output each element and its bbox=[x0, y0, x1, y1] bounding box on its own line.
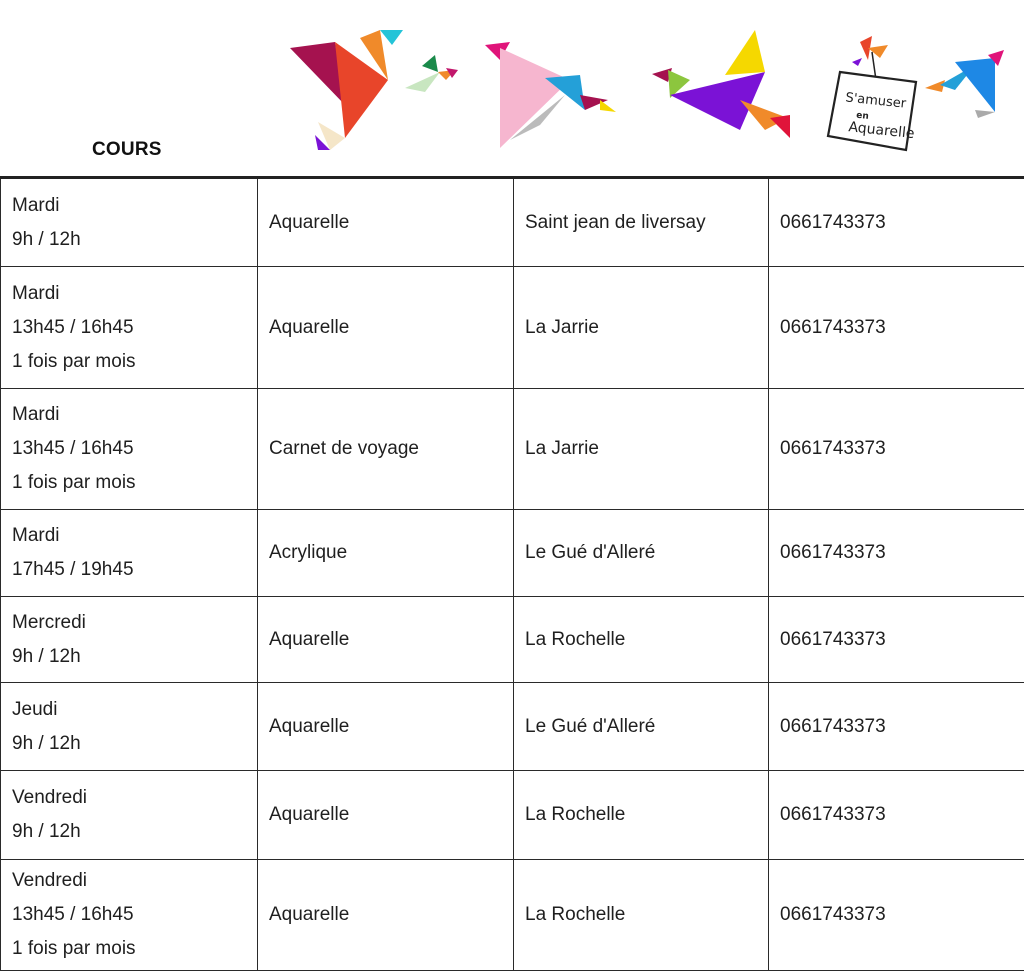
sign-text-line1: S'amuser bbox=[845, 90, 908, 111]
table-row bbox=[1, 771, 1024, 860]
location-cell: Le Gué d'Alleré bbox=[514, 510, 769, 597]
page-title: COURS bbox=[92, 139, 162, 161]
location-cell: La Rochelle bbox=[514, 860, 769, 971]
phone-cell: 0661743373 bbox=[769, 597, 1024, 683]
day-time-cell bbox=[1, 683, 258, 771]
table-row bbox=[1, 389, 1024, 510]
schedule-time: 17h45 / 19h45 bbox=[12, 553, 257, 587]
phone-cell: 0661743373 bbox=[769, 178, 1024, 267]
course-cell: Aquarelle bbox=[258, 178, 514, 267]
table-row bbox=[1, 510, 1024, 597]
origami-bird-pink-icon bbox=[485, 42, 616, 148]
table-row bbox=[1, 267, 1024, 389]
course-cell: Aquarelle bbox=[258, 771, 514, 860]
day-time-cell bbox=[1, 771, 258, 860]
schedule-time: 13h45 / 16h45 bbox=[12, 311, 257, 345]
phone-cell: 0661743373 bbox=[769, 771, 1024, 860]
schedule-time: 13h45 / 16h45 bbox=[12, 432, 257, 466]
course-cell: Acrylique bbox=[258, 510, 514, 597]
origami-bird-small-icon bbox=[852, 36, 888, 66]
schedule-time: 9h / 12h bbox=[12, 640, 257, 674]
schedule-time: 13h45 / 16h45 bbox=[12, 898, 257, 932]
schedule-day: Jeudi bbox=[12, 693, 257, 727]
table-row bbox=[1, 860, 1024, 971]
day-time-cell bbox=[1, 510, 258, 597]
schedule-day: Mardi bbox=[12, 189, 257, 223]
phone-cell: 0661743373 bbox=[769, 510, 1024, 597]
course-schedule-table bbox=[0, 176, 1024, 971]
day-time-cell bbox=[1, 597, 258, 683]
schedule-time: 9h / 12h bbox=[12, 815, 257, 849]
samuser-aquarelle-sign bbox=[828, 52, 916, 150]
schedule-time: 9h / 12h bbox=[12, 223, 257, 257]
origami-bird-purple-icon bbox=[652, 30, 790, 138]
schedule-time: 9h / 12h bbox=[12, 727, 257, 761]
location-cell: La Jarrie bbox=[514, 267, 769, 389]
schedule-day: Mardi bbox=[12, 398, 257, 432]
location-cell: La Jarrie bbox=[514, 389, 769, 510]
table-row bbox=[1, 178, 1024, 267]
day-time-cell bbox=[1, 267, 258, 389]
location-cell: La Rochelle bbox=[514, 771, 769, 860]
phone-cell: 0661743373 bbox=[769, 267, 1024, 389]
schedule-freq: 1 fois par mois bbox=[12, 466, 257, 500]
origami-bird-blue-icon bbox=[925, 50, 1004, 118]
schedule-day: Vendredi bbox=[12, 781, 257, 815]
sign-text-line2: en bbox=[856, 111, 869, 122]
phone-cell: 0661743373 bbox=[769, 389, 1024, 510]
phone-cell: 0661743373 bbox=[769, 860, 1024, 971]
course-cell: Aquarelle bbox=[258, 860, 514, 971]
day-time-cell bbox=[1, 860, 258, 971]
table-row bbox=[1, 683, 1024, 771]
day-time-cell bbox=[1, 178, 258, 267]
schedule-day: Mardi bbox=[12, 519, 257, 553]
course-cell: Aquarelle bbox=[258, 597, 514, 683]
origami-bird-green-icon bbox=[405, 55, 458, 92]
origami-bird-red-icon bbox=[290, 30, 403, 150]
sign-text-line3: Aquarelle bbox=[848, 119, 915, 142]
table-row bbox=[1, 597, 1024, 683]
day-time-cell bbox=[1, 389, 258, 510]
schedule-freq: 1 fois par mois bbox=[12, 932, 257, 966]
schedule-day: Vendredi bbox=[12, 864, 257, 898]
location-cell: La Rochelle bbox=[514, 597, 769, 683]
phone-cell: 0661743373 bbox=[769, 683, 1024, 771]
page-header bbox=[0, 0, 1024, 174]
schedule-day: Mercredi bbox=[12, 606, 257, 640]
schedule-day: Mardi bbox=[12, 277, 257, 311]
course-cell: Aquarelle bbox=[258, 683, 514, 771]
location-cell: Le Gué d'Alleré bbox=[514, 683, 769, 771]
schedule-freq: 1 fois par mois bbox=[12, 345, 257, 379]
course-cell: Carnet de voyage bbox=[258, 389, 514, 510]
course-cell: Aquarelle bbox=[258, 267, 514, 389]
location-cell: Saint jean de liversay bbox=[514, 178, 769, 267]
